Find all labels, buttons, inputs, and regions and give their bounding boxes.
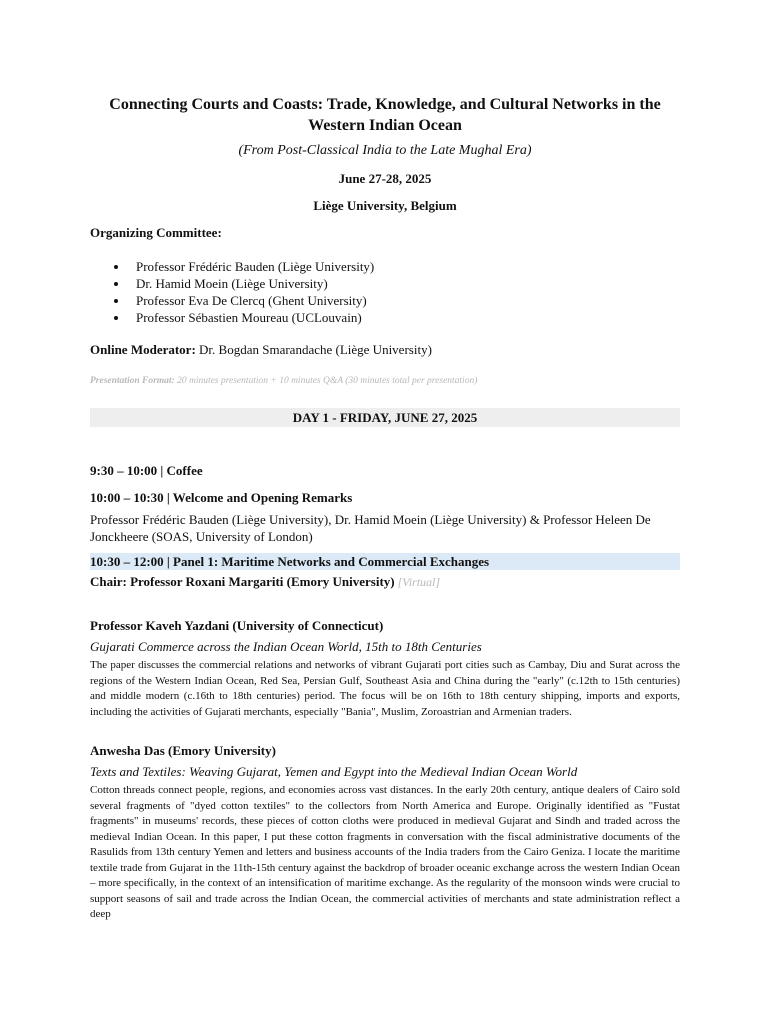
chair-name: Chair: Professor Roxani Margariti (Emory University) [90, 574, 395, 589]
session-welcome: 10:00 – 10:30 | Welcome and Opening Remarks [90, 490, 353, 505]
conference-dates: June 27-28, 2025 [338, 171, 432, 186]
virtual-tag: [Virtual] [394, 575, 441, 589]
session-coffee: 9:30 – 10:00 | Coffee [90, 463, 203, 478]
paper-abstract: Cotton threads connect people, regions, and economies across vast distances. In the early 20th century, antique dealers of Cairo sold several fragments of "dyed cotton textiles" to the collectors from North America and Europe. Originally identified as "Fustat fragments" in museums' records, these pieces of cotton cloths were produced in medieval Gujarat and Sindh and traded across the medieval Indian Ocean. In this paper, I put these cotton fragments in conversation with the fiscal administrative documents of the Rasulids from 13th century Yemen and letters and business accounts of the India traders from the Cairo Geniza. I locate the maritime textile trade from Gujarat in the 11th-15th century against the backdrop of broader oceanic exchange across the western Indian Ocean – more specifically, in the context of an intensification of maritime exchange. As the regularity of the monsoon winds were crucial to support seasons of sail and trade across the Indian Ocean, the commercial activities of merchants and state administration reflect a deep [90, 784, 680, 920]
committee-member: Professor Frédéric Bauden (Liège University) [90, 258, 374, 275]
moderator-name: Dr. Bogdan Smarandache (Liège University) [195, 342, 432, 357]
speaker-name: Anwesha Das (Emory University) [90, 743, 276, 758]
panel-chair [90, 574, 440, 590]
conference-venue: Liège University, Belgium [313, 198, 457, 213]
committee-member: Professor Eva De Clercq (Ghent University) [90, 292, 374, 309]
paper-title: Gujarati Commerce across the Indian Ocean World, 15th to 18th Centuries [90, 639, 482, 654]
paper-title: Texts and Textiles: Weaving Gujarat, Yemen and Egypt into the Medieval Indian Ocean World [90, 764, 578, 779]
welcome-speakers: Professor Frédéric Bauden (Liège University), Dr. Hamid Moein (Liège University) & Professor Heleen De Jonckheere (SOAS, University of London) [90, 512, 651, 544]
committee-member: Dr. Hamid Moein (Liège University) [90, 275, 374, 292]
committee-list [90, 258, 374, 326]
panel-heading: 10:30 – 12:00 | Panel 1: Maritime Networks and Commercial Exchanges [90, 553, 680, 570]
presentation-format [90, 376, 477, 386]
moderator-label: Online Moderator: [90, 342, 196, 357]
day-heading: DAY 1 - FRIDAY, JUNE 27, 2025 [90, 408, 680, 427]
format-label: Presentation Format: [90, 376, 175, 386]
committee-heading: Organizing Committee: [90, 225, 222, 240]
format-text: 20 minutes presentation + 10 minutes Q&A (30 minutes total per presentation) [174, 376, 478, 386]
committee-member: Professor Sébastien Moureau (UCLouvain) [90, 309, 374, 326]
paper-abstract: The paper discusses the commercial relations and networks of vibrant Gujarati port cities such as Cambay, Diu and Surat across the regions of the Western Indian Ocean, Red Sea, Persian Gulf, Southeast Asia and China during the "early" (c.12th to 15th centuries) and middle modern (c.16th to 18th centuries) period. The focus will be on 16th to 18th century shipping, imports and exports, including the activities of Gujarati merchants, especially "Bania", Muslim, Zoroastrian and Armenian traders. [90, 659, 680, 718]
conference-subtitle: (From Post-Classical India to the Late Mughal Era) [238, 143, 532, 158]
speaker-name: Professor Kaveh Yazdani (University of Connecticut) [90, 618, 384, 633]
online-moderator [90, 342, 432, 358]
conference-title: Connecting Courts and Coasts: Trade, Knowledge, and Cultural Networks in the Western Indian Ocean [109, 96, 661, 134]
